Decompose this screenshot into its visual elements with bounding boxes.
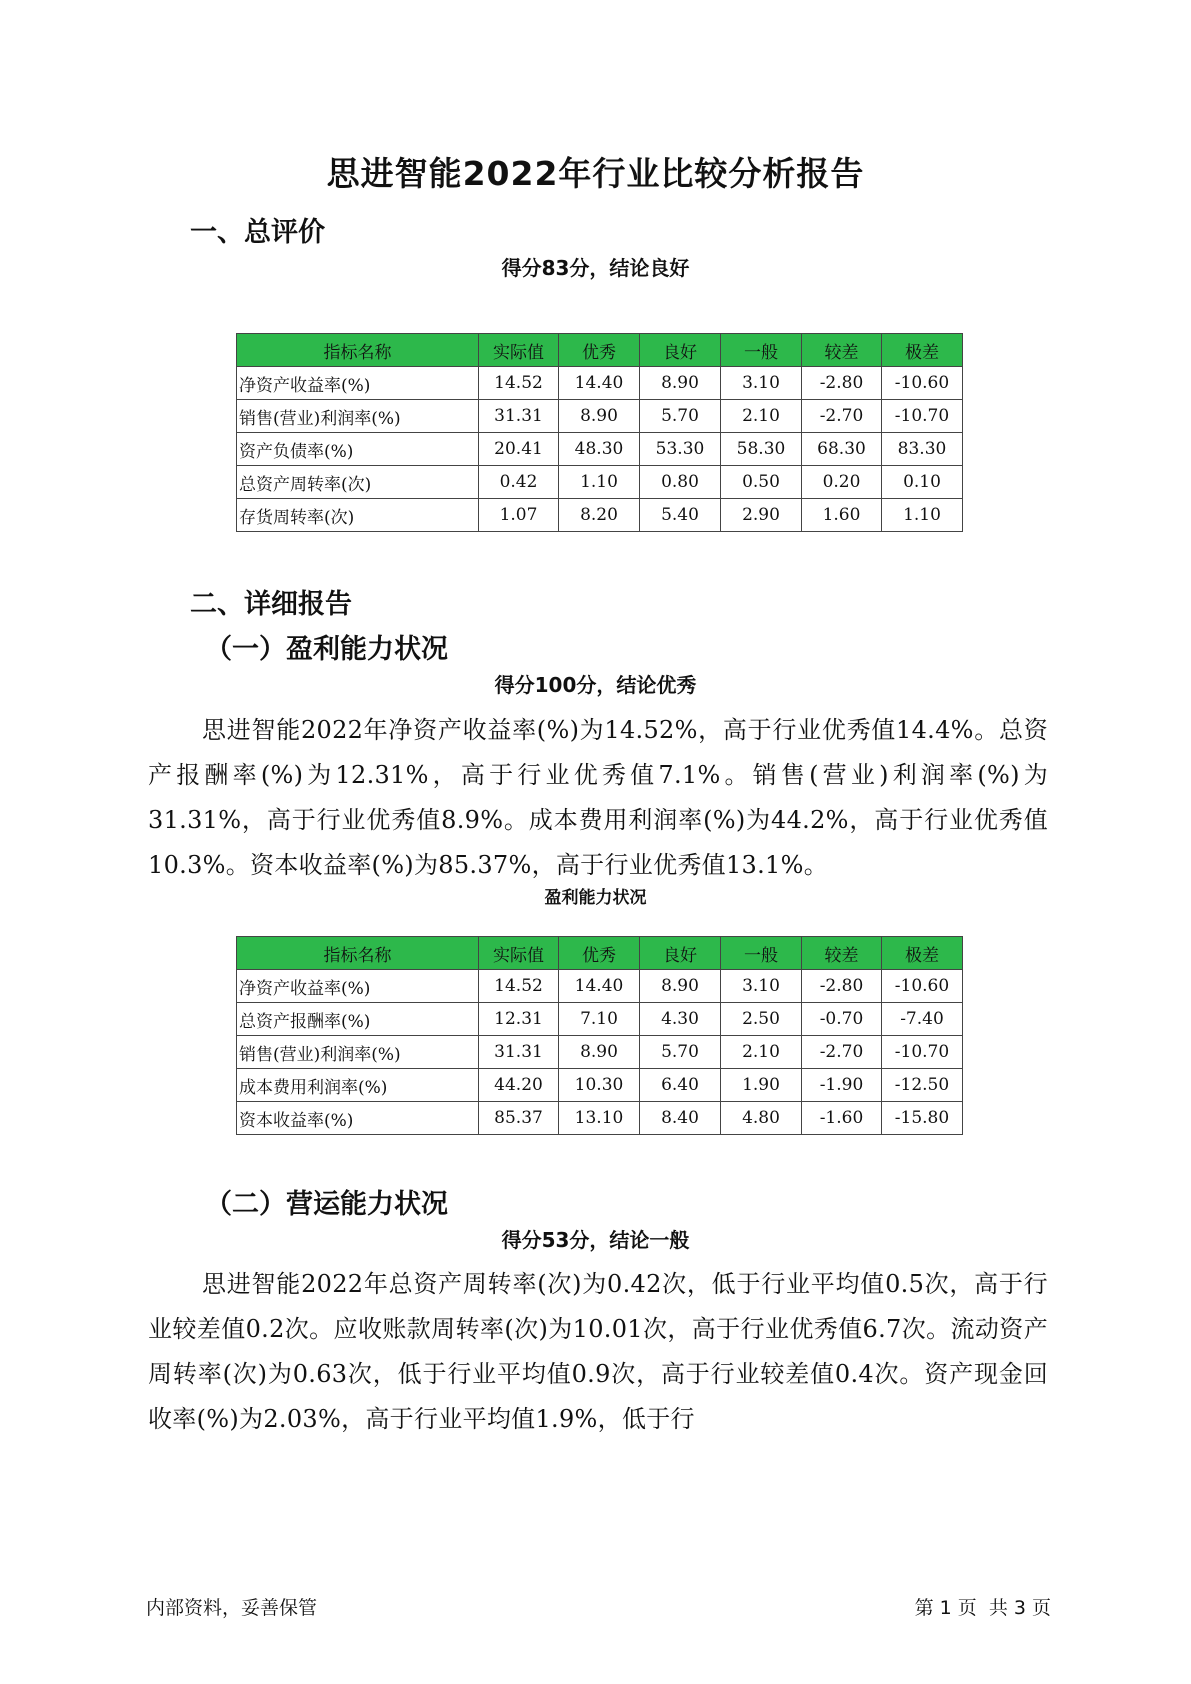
table-cell: -2.80 — [802, 367, 882, 400]
table-cell: 58.30 — [721, 433, 802, 466]
profitability-score: 得分100分，结论优秀 — [494, 673, 697, 697]
table-cell: 14.52 — [479, 367, 559, 400]
table-cell: 53.30 — [640, 433, 721, 466]
table-cell: 总资产周转率(次) — [237, 466, 479, 499]
column-header: 指标名称 — [237, 937, 479, 970]
table-cell: -7.40 — [882, 1003, 963, 1036]
column-header: 极差 — [882, 937, 963, 970]
table-cell: -1.60 — [802, 1102, 882, 1135]
table-cell: 2.10 — [721, 400, 802, 433]
table-row — [237, 367, 963, 400]
table-cell: 销售(营业)利润率(%) — [237, 1036, 479, 1069]
table-cell: 3.10 — [721, 367, 802, 400]
column-header: 优秀 — [559, 937, 640, 970]
table-cell: 存货周转率(次) — [237, 499, 479, 532]
table-cell: 资产负债率(%) — [237, 433, 479, 466]
table-cell: 1.90 — [721, 1069, 802, 1102]
column-header: 一般 — [721, 334, 802, 367]
table-cell: 总资产报酬率(%) — [237, 1003, 479, 1036]
table-cell: -10.60 — [882, 970, 963, 1003]
column-header: 较差 — [802, 334, 882, 367]
table-cell: 2.90 — [721, 499, 802, 532]
table-cell: 4.80 — [721, 1102, 802, 1135]
column-header: 良好 — [640, 937, 721, 970]
column-header: 指标名称 — [237, 334, 479, 367]
subsection-heading-operations: （二）营运能力状况 — [205, 1189, 448, 1220]
table-cell: 68.30 — [802, 433, 882, 466]
table-cell: 14.40 — [559, 367, 640, 400]
section-heading-overall: 一、总评价 — [190, 217, 325, 248]
overall-table — [236, 333, 963, 532]
table-cell: -10.60 — [882, 367, 963, 400]
table-cell: 1.10 — [559, 466, 640, 499]
table-cell: 8.20 — [559, 499, 640, 532]
table-cell: 20.41 — [479, 433, 559, 466]
table-cell: 12.31 — [479, 1003, 559, 1036]
footer-confidential-note: 内部资料，妥善保管 — [146, 1597, 318, 1619]
column-header: 实际值 — [479, 334, 559, 367]
table-cell: 14.52 — [479, 970, 559, 1003]
table-cell: 5.40 — [640, 499, 721, 532]
table-cell: 净资产收益率(%) — [237, 970, 479, 1003]
report-title: 思进智能2022年行业比较分析报告 — [326, 154, 865, 193]
table-cell: 2.50 — [721, 1003, 802, 1036]
table-cell: 资本收益率(%) — [237, 1102, 479, 1135]
profitability-table — [236, 936, 963, 1135]
table-cell: 85.37 — [479, 1102, 559, 1135]
table-cell: 0.80 — [640, 466, 721, 499]
table-cell: 8.40 — [640, 1102, 721, 1135]
table-cell: 0.10 — [882, 466, 963, 499]
subsection-heading-profitability: （一）盈利能力状况 — [205, 634, 448, 665]
table-cell: -0.70 — [802, 1003, 882, 1036]
table-cell: 净资产收益率(%) — [237, 367, 479, 400]
table-cell: 5.70 — [640, 1036, 721, 1069]
column-header: 较差 — [802, 937, 882, 970]
table-cell: 4.30 — [640, 1003, 721, 1036]
table-cell: -1.90 — [802, 1069, 882, 1102]
table-cell: 8.90 — [640, 970, 721, 1003]
column-header: 优秀 — [559, 334, 640, 367]
column-header: 一般 — [721, 937, 802, 970]
table-row — [237, 1003, 963, 1036]
column-header: 良好 — [640, 334, 721, 367]
table-cell: -15.80 — [882, 1102, 963, 1135]
table-cell: 48.30 — [559, 433, 640, 466]
table-row — [237, 1102, 963, 1135]
table-cell: -12.50 — [882, 1069, 963, 1102]
table-cell: -10.70 — [882, 400, 963, 433]
table-cell: 1.10 — [882, 499, 963, 532]
table-row — [237, 499, 963, 532]
operations-paragraph: 思进智能2022年总资产周转率(次)为0.42次，低于行业平均值0.5次，高于行业较差值0.2次。应收账款周转率(次)为10.01次，高于行业优秀值6.7次。流动资产周转率(次)为0.63次，低于行业平均值0.9次，高于行业较差值0.4次。资产现金回收率(%)为2.03%，高于行业平均值1.9%，低于行 — [148, 1270, 1048, 1433]
table-header-row — [237, 334, 963, 367]
table-cell: 1.60 — [802, 499, 882, 532]
section-heading-detail: 二、详细报告 — [190, 589, 352, 620]
table-cell: -2.80 — [802, 970, 882, 1003]
table-cell: 3.10 — [721, 970, 802, 1003]
table-cell: 2.10 — [721, 1036, 802, 1069]
table-row — [237, 400, 963, 433]
table-row — [237, 1069, 963, 1102]
table-cell: -10.70 — [882, 1036, 963, 1069]
profitability-table-caption: 盈利能力状况 — [544, 888, 647, 908]
column-header: 极差 — [882, 334, 963, 367]
table-cell: 5.70 — [640, 400, 721, 433]
table-row — [237, 466, 963, 499]
table-cell: 83.30 — [882, 433, 963, 466]
table-cell: 10.30 — [559, 1069, 640, 1102]
table-cell: 0.50 — [721, 466, 802, 499]
table-cell: 8.90 — [640, 367, 721, 400]
table-cell: 6.40 — [640, 1069, 721, 1102]
table-row — [237, 970, 963, 1003]
table-cell: 0.42 — [479, 466, 559, 499]
table-cell: 14.40 — [559, 970, 640, 1003]
table-cell: 8.90 — [559, 1036, 640, 1069]
table-cell: 销售(营业)利润率(%) — [237, 400, 479, 433]
overall-score: 得分83分，结论良好 — [501, 256, 690, 280]
table-cell: 31.31 — [479, 1036, 559, 1069]
table-cell: 31.31 — [479, 400, 559, 433]
operations-score: 得分53分，结论一般 — [501, 1228, 690, 1252]
table-cell: 13.10 — [559, 1102, 640, 1135]
table-header-row — [237, 937, 963, 970]
column-header: 实际值 — [479, 937, 559, 970]
footer-page-number: 第 1 页 共 3 页 — [914, 1597, 1051, 1619]
table-cell: -2.70 — [802, 400, 882, 433]
table-cell: 7.10 — [559, 1003, 640, 1036]
table-cell: 0.20 — [802, 466, 882, 499]
table-cell: 成本费用利润率(%) — [237, 1069, 479, 1102]
table-cell: 8.90 — [559, 400, 640, 433]
profitability-paragraph: 思进智能2022年净资产收益率(%)为14.52%，高于行业优秀值14.4%。总资产报酬率(%)为12.31%，高于行业优秀值7.1%。销售(营业)利润率(%)为31.31%，高于行业优秀值8.9%。成本费用利润率(%)为44.2%，高于行业优秀值10.3%。资本收益率(%)为85.37%，高于行业优秀值13.1%。 — [148, 716, 1048, 879]
table-cell: 1.07 — [479, 499, 559, 532]
table-cell: -2.70 — [802, 1036, 882, 1069]
table-row — [237, 433, 963, 466]
table-cell: 44.20 — [479, 1069, 559, 1102]
table-row — [237, 1036, 963, 1069]
